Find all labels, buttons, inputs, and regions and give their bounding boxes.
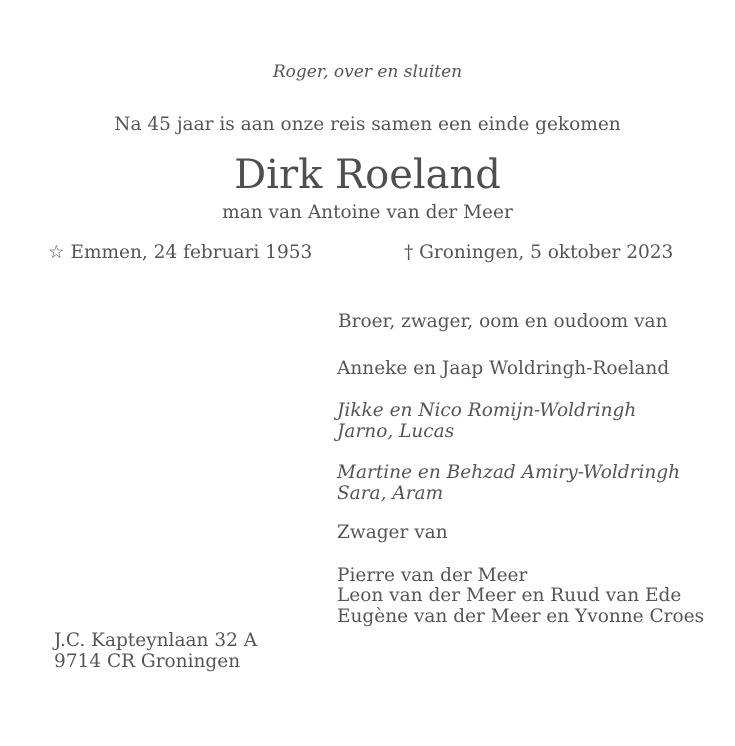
family-2-children: Sara, Aram [337,483,444,504]
address-city: 9714 CR Groningen [54,651,241,672]
relations-heading: Broer, zwager, oom en oudoom van [338,311,668,332]
intro-text: Na 45 jaar is aan onze reis samen een einde gekomen [114,114,621,135]
family-1-parents: Jikke en Nico Romijn-Woldringh [337,400,637,421]
in-law-heading: Zwager van [337,522,448,543]
death-line: † Groningen, 5 oktober 2023 [404,242,674,263]
sibling-line: Anneke en Jaap Woldringh-Roeland [337,358,670,379]
in-law-line: Eugène van der Meer en Yvonne Croes [337,606,705,627]
family-2-parents: Martine en Behzad Amiry-Woldringh [337,462,681,483]
family-1-children: Jarno, Lucas [337,421,455,442]
address-street: J.C. Kapteynlaan 32 A [54,630,258,651]
in-law-line: Pierre van der Meer [337,565,528,586]
spouse-line: man van Antoine van der Meer [222,202,513,223]
deceased-name: Dirk Roeland [234,152,501,198]
birth-line: ☆ Emmen, 24 februari 1953 [48,242,313,263]
in-law-line: Leon van der Meer en Ruud van Ede [337,585,682,606]
motto: Roger, over en sluiten [272,62,463,82]
